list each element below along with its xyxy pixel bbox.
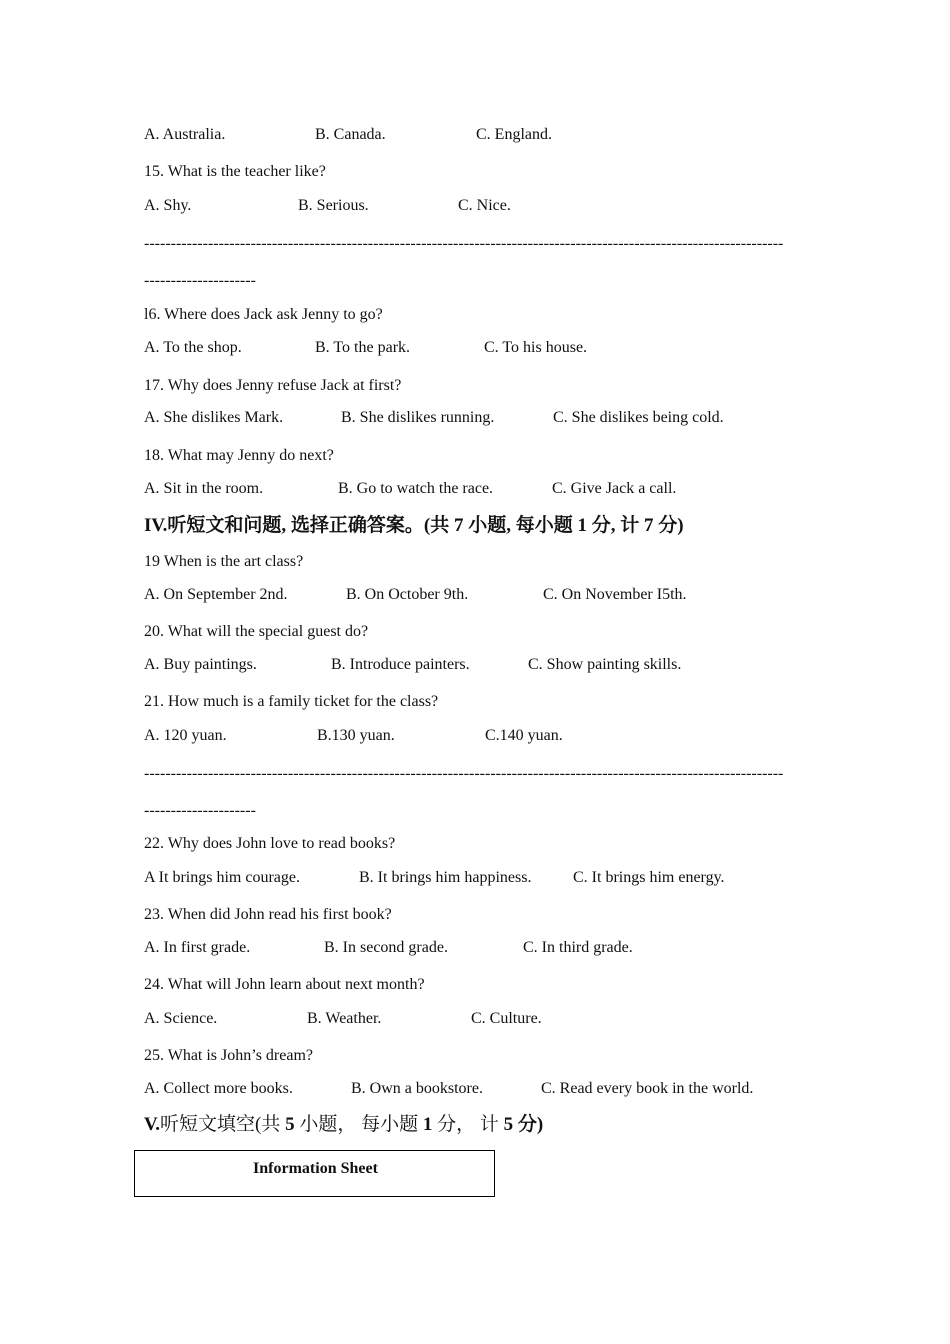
q14-option-c: C. England. [476, 126, 552, 143]
q19-option-a: A. On September 2nd. [144, 586, 288, 603]
q21-option-a: A. 120 yuan. [144, 727, 227, 744]
section-v-num-3: 5 [503, 1114, 514, 1135]
q23-question: 23. When did John read his first book? [144, 906, 392, 923]
q21-option-b: B.130 yuan. [317, 727, 395, 744]
section-v-num-2: 1 [422, 1114, 433, 1135]
q25-option-b: B. Own a bookstore. [351, 1080, 483, 1097]
q24-option-b: B. Weather. [307, 1010, 382, 1027]
q24-option-c: C. Culture. [471, 1010, 542, 1027]
q16-option-a: A. To the shop. [144, 339, 242, 356]
q23-option-c: C. In third grade. [523, 939, 633, 956]
section-v-text-3: 分， 计 [432, 1114, 504, 1135]
information-sheet-table [134, 1150, 495, 1197]
q20-option-a: A. Buy paintings. [144, 656, 257, 673]
q17-question: 17. Why does Jenny refuse Jack at first? [144, 377, 402, 394]
section-v-num-1: 5 [285, 1114, 295, 1135]
q23-option-a: A. In first grade. [144, 939, 251, 956]
q15-question: 15. What is the teacher like? [144, 163, 326, 180]
section-v-prefix: V. [144, 1114, 161, 1135]
q22-option-a: A It brings him courage. [144, 869, 300, 886]
q25-option-c: C. Read every book in the world. [541, 1080, 754, 1097]
q17-option-b: B. She dislikes running. [341, 409, 495, 426]
q25-question: 25. What is John’s dream? [144, 1047, 314, 1064]
section-v-heading [144, 1113, 543, 1137]
q20-option-c: C. Show painting skills. [528, 656, 682, 673]
q16-option-c: C. To his house. [484, 339, 588, 356]
q15-option-b: B. Serious. [298, 197, 369, 214]
section-v-text-1: 听短文填空(共 [160, 1114, 286, 1135]
q22-question: 22. Why does John love to read books? [144, 835, 396, 852]
information-sheet-title [135, 1160, 496, 1178]
q23-option-b: B. In second grade. [324, 939, 448, 956]
q16-option-b: B. To the park. [315, 339, 411, 356]
q15-option-a: A. Shy. [144, 197, 192, 214]
q24-question: 24. What will John learn about next month? [144, 976, 425, 993]
q22-option-b: B. It brings him happiness. [359, 869, 532, 886]
section-v-text-4: 分) [513, 1114, 544, 1135]
q14-option-b: B. Canada. [315, 126, 386, 143]
q21-question: 21. How much is a family ticket for the class? [144, 693, 439, 710]
q25-option-a: A. Collect more books. [144, 1080, 293, 1097]
separator-line: ------------------------------------------------------------------------------------------------------------------------ [144, 765, 784, 782]
q20-option-b: B. Introduce painters. [331, 656, 470, 673]
information-sheet-title-text: Information Sheet [253, 1160, 378, 1177]
q22-option-c: C. It brings him energy. [573, 869, 725, 886]
q17-option-c: C. She dislikes being cold. [553, 409, 724, 426]
q19-option-c: C. On November I5th. [543, 586, 687, 603]
separator-line-short: --------------------- [144, 272, 256, 289]
separator-line-short: --------------------- [144, 802, 256, 819]
separator-line: ------------------------------------------------------------------------------------------------------------------------ [144, 235, 784, 252]
q15-option-c: C. Nice. [458, 197, 511, 214]
q21-option-c: C.140 yuan. [485, 727, 563, 744]
q16-question: l6. Where does Jack ask Jenny to go? [144, 306, 383, 323]
q24-option-a: A. Science. [144, 1010, 218, 1027]
q17-option-a: A. She dislikes Mark. [144, 409, 284, 426]
q18-option-b: B. Go to watch the race. [338, 480, 494, 497]
section-v-text-2: 小题， 每小题 [294, 1114, 423, 1135]
q19-option-b: B. On October 9th. [346, 586, 469, 603]
q18-option-a: A. Sit in the room. [144, 480, 264, 497]
section-iv-heading: IV.听短文和问题, 选择正确答案。(共 7 小题, 每小题 1 分, 计 7 分) [144, 515, 684, 536]
q14-option-a: A. Australia. [144, 126, 226, 143]
q19-question: 19 When is the art class? [144, 553, 304, 570]
q18-question: 18. What may Jenny do next? [144, 447, 334, 464]
q18-option-c: C. Give Jack a call. [552, 480, 677, 497]
q20-question: 20. What will the special guest do? [144, 623, 369, 640]
